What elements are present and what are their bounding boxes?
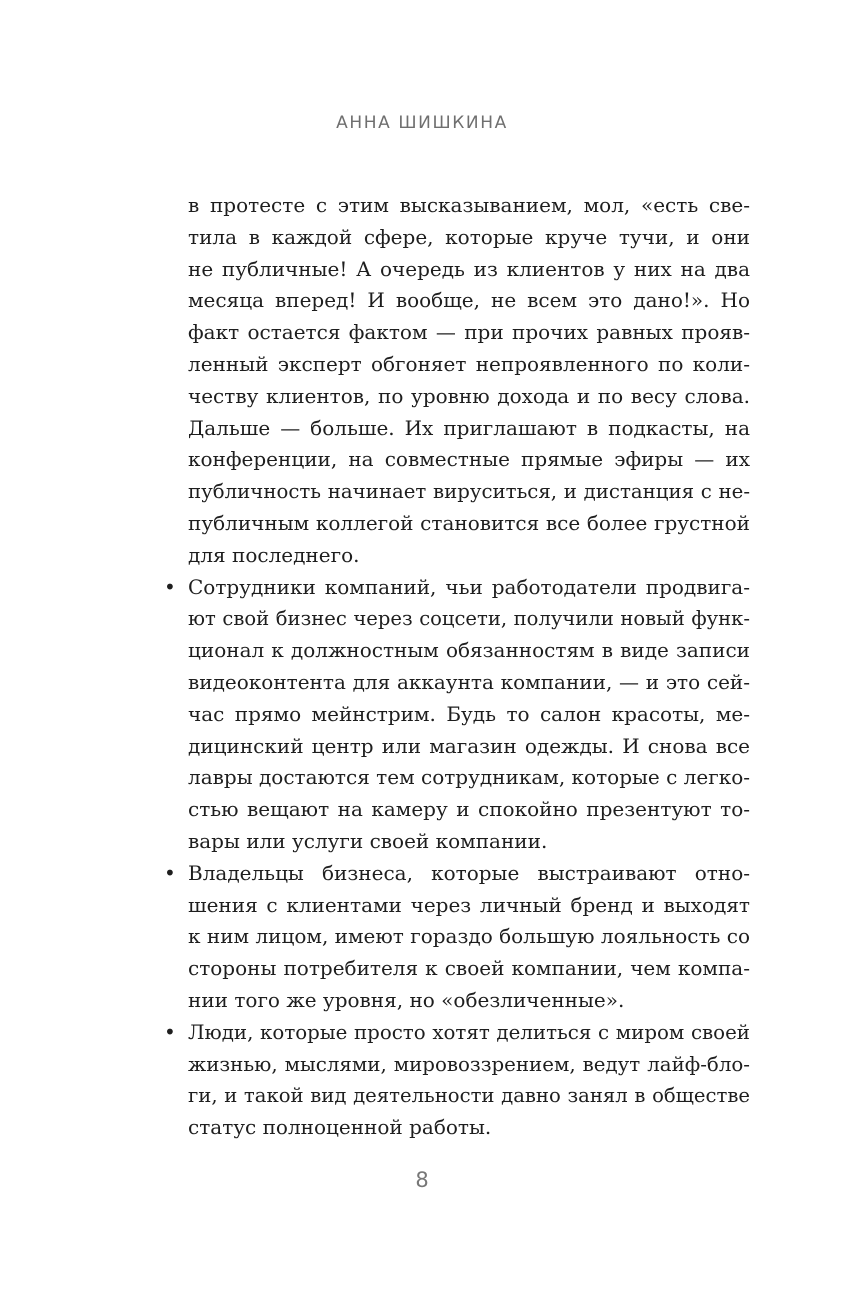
text-line: для последнего.: [188, 542, 360, 567]
page-number: 8: [415, 1168, 429, 1192]
text-line: Дальше — больше. Их приглашают в подкасты, на: [188, 415, 750, 440]
text-line: дицинский центр или магазин одежды. И снова все: [188, 733, 750, 758]
bullet-marker: •: [164, 860, 176, 885]
text-line: тила в каждой сфере, которые круче тучи, и они: [188, 224, 750, 249]
bullet-item-employees: [164, 572, 750, 858]
text-line: к ним лицом, имеют гораздо большую лояльность со: [188, 924, 750, 949]
text-line: час прямо мейнстрим. Будь то салон красоты, ме-: [188, 701, 750, 726]
text-line: лавры достаются тем сотрудникам, которые с легко-: [188, 765, 750, 790]
text-line: публичным коллегой становится все более грустной: [188, 510, 750, 535]
text-line: публичность начинает вируситься, и дистанция с не-: [188, 480, 750, 504]
text-line: шения с клиентами через личный бренд и выходят: [188, 892, 750, 917]
text-line: Сотрудники компаний, чьи работодатели продвига-: [188, 574, 750, 599]
text-line: в протесте с этим высказыванием, мол, «есть све-: [188, 193, 750, 217]
text-line: стороны потребителя к своей компании, чем компа-: [188, 956, 750, 981]
text-line: ционал к должностным обязанностям в виде записи: [188, 638, 750, 663]
page-body-text: [164, 190, 750, 1144]
text-line: конференции, на совместные прямые эфиры — их: [188, 447, 750, 472]
text-line: нии того же уровня, но «обезличенные».: [188, 987, 625, 1012]
continued-paragraph: [188, 190, 750, 572]
running-header-author: АННА ШИШКИНА: [336, 113, 508, 133]
text-line: жизнью, мыслями, мировоззрением, ведут лайф-бло-: [188, 1052, 750, 1076]
bullet-item-lifebloggers: [164, 1017, 750, 1144]
text-line: факт остается фактом — при прочих равных прояв-: [188, 320, 750, 345]
text-line: статус полноценной работы.: [188, 1115, 492, 1140]
text-line: ленный эксперт обгоняет непроявленного по коли-: [188, 351, 750, 376]
text-line: не публичные! А очередь из клиентов у них на два: [188, 256, 750, 281]
bullet-item-business-owners: [164, 858, 750, 1017]
text-line: честву клиентов, по уровню дохода и по весу слова.: [188, 383, 750, 408]
text-line: ги, и такой вид деятельности давно занял в обществе: [188, 1084, 750, 1108]
text-line: Люди, которые просто хотят делиться с миром своей: [188, 1020, 750, 1044]
text-line: ют свой бизнес через соцсети, получили новый функ-: [188, 607, 750, 631]
bullet-marker: •: [164, 1019, 176, 1044]
text-line: месяца вперед! И вообще, не всем это дано!». Но: [188, 288, 750, 313]
text-line: Владельцы бизнеса, которые выстраивают отно-: [188, 860, 750, 885]
text-line: видеоконтента для аккаунта компании, — и это сей-: [188, 669, 750, 694]
bullet-marker: •: [164, 574, 176, 599]
text-line: стью вещают на камеру и спокойно презентуют то-: [188, 797, 750, 822]
text-line: вары или услуги своей компании.: [188, 828, 548, 853]
